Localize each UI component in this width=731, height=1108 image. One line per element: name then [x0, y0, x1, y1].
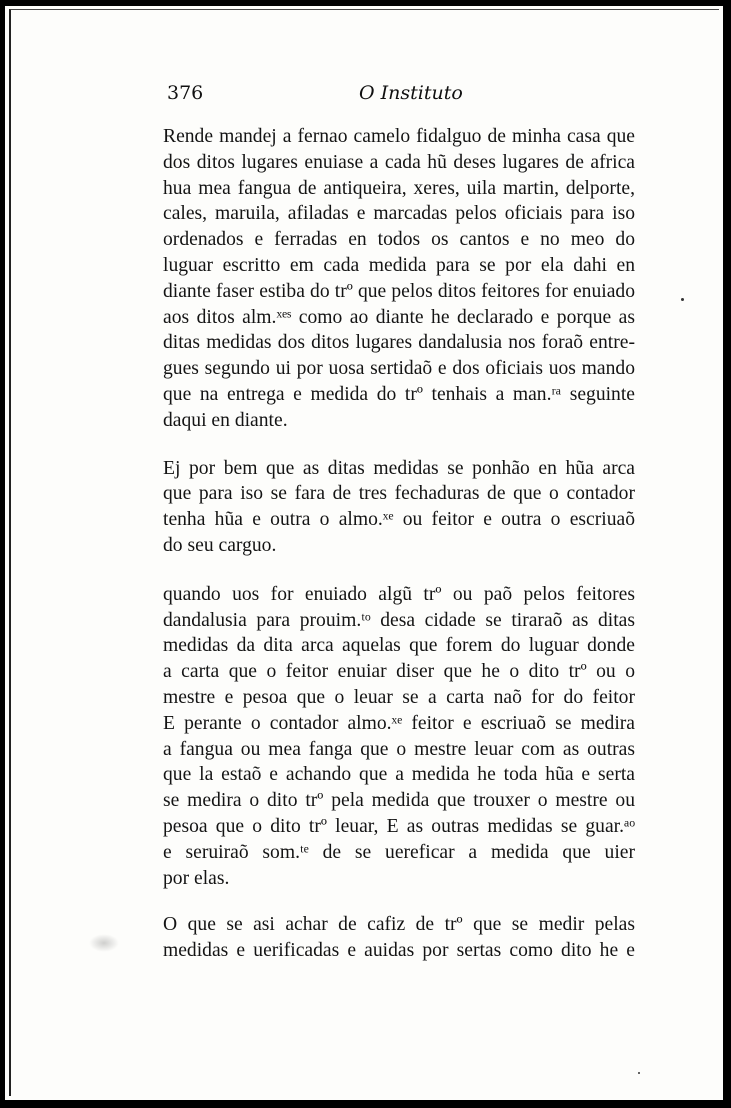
paragraph-1	[163, 124, 635, 434]
scan-speck	[638, 1072, 640, 1074]
scan-speck	[681, 298, 684, 301]
text-line: ordenados e ferradas en todos os cantos e no meo do	[163, 229, 635, 251]
text-line: ditas medidas dos ditos lugares dandalusia nos foraõ entre-	[163, 332, 635, 354]
text-line: gues segundo ui por uosa sertidaõ e dos oficiais uos mando	[163, 358, 635, 380]
text-line: se medira o dito trº pela medida que trouxer o mestre ou	[163, 790, 635, 812]
text-line: a fangua ou mea fanga que o mestre leuar com as outras	[163, 738, 635, 760]
paragraph-2	[163, 456, 635, 559]
text-line: que na entrega e medida do trº tenhais a man.ʳᵃ seguinte	[163, 383, 635, 405]
text-line: aos ditos alm.ˣᵉˢ como ao diante he declarado e porque as	[163, 306, 635, 328]
text-line: diante faser estiba do trº que pelos ditos feitores for enuiado	[163, 280, 635, 302]
text-line: por elas.	[163, 867, 230, 889]
text-line: do seu carguo.	[163, 534, 277, 556]
text-line: pesoa que o dito trº leuar, E as outras medidas se guar.ᵃᵒ	[163, 815, 635, 837]
text-line: a carta que o feitor enuiar diser que he o dito trº ou o	[163, 661, 635, 683]
text-line: dos ditos lugares enuiase a cada hũ deses lugares de africa	[163, 151, 635, 173]
text-line: e seruiraõ som.ᵗᵉ de se uereficar a medida que uier	[163, 841, 635, 863]
text-line: dandalusia para prouim.ᵗᵒ desa cidade se tiraraõ as ditas	[163, 609, 635, 631]
text-line: tenha hũa e outra o almo.ˣᵉ ou feitor e outra o escriuaõ	[163, 509, 635, 531]
text-line: Ej por bem que as ditas medidas se ponhão en hũa arca	[163, 457, 635, 479]
page-number: 376	[167, 82, 204, 104]
text-line: que para iso se fara de tres fechaduras de que o contador	[163, 483, 635, 505]
text-line: E perante o contador almo.ˣᵉ feitor e escriuaõ se medira	[163, 712, 635, 734]
paragraph-4	[163, 912, 635, 964]
text-line: daqui en diante.	[163, 409, 288, 431]
text-line: Rende mandej a fernao camelo fidalguo de minha casa que	[163, 126, 635, 147]
document-body	[163, 124, 635, 964]
paragraph-3	[163, 582, 635, 892]
text-line: O que se asi achar de cafiz de trº que se medir pelas	[163, 914, 635, 936]
text-line: luguar escritto em cada medida para se por ela dahi en	[163, 254, 635, 276]
text-line: medidas e uerificadas e auidas por sertas como dito he e	[163, 940, 635, 962]
text-line: quando uos for enuiado algũ trº ou paõ pelos feitores	[163, 583, 635, 605]
text-line: cales, maruila, afiladas e marcadas pelos oficiais para iso	[163, 203, 635, 225]
text-line: mestre e pesoa que o leuar se a carta naõ for do feitor	[163, 686, 635, 708]
page-header	[167, 78, 637, 108]
text-line: que la estaõ e achando que a medida he toda hũa e serta	[163, 764, 635, 786]
scan-smudge	[89, 934, 119, 952]
text-line: hua mea fangua de antiqueira, xeres, uila martin, delporte,	[163, 177, 635, 199]
running-title: O Instituto	[359, 82, 463, 104]
text-line: medidas da dita arca aquelas que forem do luguar donde	[163, 635, 635, 657]
